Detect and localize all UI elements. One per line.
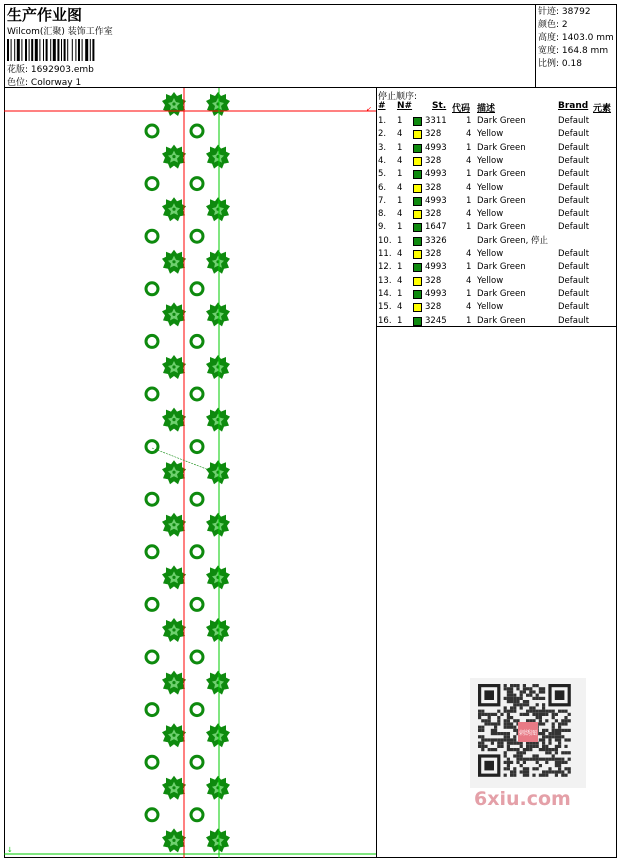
stop-needle: 4 xyxy=(397,155,403,166)
ring-motif xyxy=(146,546,158,558)
flower-motif xyxy=(162,92,186,116)
stop-needle: 1 xyxy=(397,142,403,153)
embroidery-preview xyxy=(4,88,377,858)
stop-row xyxy=(377,195,617,208)
stop-stitches: 328 xyxy=(425,182,442,193)
stop-description: Yellow xyxy=(477,155,504,166)
ring-motif xyxy=(191,598,203,610)
stop-code: 4 xyxy=(466,209,472,220)
watermark: 6xiu.com xyxy=(474,788,571,810)
stops-title: 停止顺序: xyxy=(378,92,418,102)
flower-motif xyxy=(206,723,230,747)
ring-motif xyxy=(191,230,203,242)
stop-brand: Default xyxy=(558,249,590,259)
svg-text:刺绣图: 刺绣图 xyxy=(518,730,538,737)
stop-stitches: 328 xyxy=(425,209,442,220)
stop-index: 2. xyxy=(378,129,387,140)
stop-index: 7. xyxy=(378,195,387,206)
stat-height: 高度: 1403.0 mm xyxy=(538,33,614,43)
stop-needle: 1 xyxy=(397,315,403,326)
flower-motif xyxy=(206,460,230,484)
stop-stitches: 328 xyxy=(425,129,442,140)
ring-motif xyxy=(146,178,158,190)
color-swatch xyxy=(413,303,422,312)
flower-motif xyxy=(162,776,186,800)
stop-index: 9. xyxy=(378,222,387,233)
flower-motif xyxy=(162,671,186,695)
stop-row xyxy=(377,208,617,221)
start-marker: ↙ xyxy=(366,105,372,113)
flower-motif xyxy=(162,513,186,537)
subtitle: Wilcom(汇聚) 装饰工作室 xyxy=(7,27,113,37)
ring-motif xyxy=(146,388,158,400)
color-swatch xyxy=(413,130,422,139)
stop-brand: Default xyxy=(558,222,590,233)
stop-code: 1 xyxy=(466,262,472,273)
colorway-line xyxy=(7,75,81,88)
color-swatch xyxy=(413,197,422,206)
stop-needle: 1 xyxy=(397,288,403,299)
end-marker: ↓ xyxy=(7,846,13,854)
flower-motif xyxy=(162,355,186,379)
stop-row xyxy=(377,261,617,274)
flower-motif xyxy=(206,776,230,800)
ring-motif xyxy=(146,704,158,716)
colorway-label: 色位: xyxy=(7,78,29,88)
flower-motif xyxy=(162,302,186,326)
stop-index: 11. xyxy=(378,249,392,259)
flower-motif xyxy=(206,197,230,221)
stop-row xyxy=(377,142,617,155)
color-swatch xyxy=(413,144,422,153)
stop-description: Yellow xyxy=(477,182,504,193)
stop-description: Yellow xyxy=(477,249,504,259)
page-title: 生产作业图 xyxy=(7,6,83,24)
ring-motif xyxy=(191,125,203,137)
stop-stitches: 4993 xyxy=(425,142,447,153)
ring-motif xyxy=(146,335,158,347)
stop-brand: Default xyxy=(558,155,590,166)
stop-code: 4 xyxy=(466,249,472,259)
stop-description: Dark Green xyxy=(477,288,526,299)
ring-motif xyxy=(191,809,203,821)
stop-needle: 4 xyxy=(397,249,403,259)
color-swatch xyxy=(413,210,422,219)
stop-row xyxy=(377,115,617,128)
stop-index: 14. xyxy=(378,288,392,299)
stop-description: Dark Green, 停止 xyxy=(477,235,549,246)
stop-brand: Default xyxy=(558,288,590,299)
flower-motif xyxy=(162,618,186,642)
stop-needle: 4 xyxy=(397,209,403,220)
stat-stitches: 针迹: 38792 xyxy=(538,7,591,17)
stop-index: 10. xyxy=(378,235,392,246)
stop-index: 15. xyxy=(378,302,392,313)
ring-motif xyxy=(191,546,203,558)
colorway-value: Colorway 1 xyxy=(30,78,82,88)
stop-needle: 1 xyxy=(397,262,403,273)
stop-row xyxy=(377,301,617,314)
stop-code: 1 xyxy=(466,222,472,233)
stat-width: 宽度: 164.8 mm xyxy=(538,46,609,56)
col-stitches: St. xyxy=(432,101,447,111)
col-code: 代码 xyxy=(452,104,471,114)
flower-motif xyxy=(206,565,230,589)
panel-divider xyxy=(377,326,617,327)
stop-brand: Default xyxy=(558,275,590,286)
stop-description: Dark Green xyxy=(477,315,526,326)
stop-brand: Default xyxy=(558,129,590,140)
stop-description: Yellow xyxy=(477,275,504,286)
stop-row xyxy=(377,182,617,195)
stop-brand: Default xyxy=(558,142,590,153)
color-swatch xyxy=(413,290,422,299)
stop-needle: 1 xyxy=(397,195,403,206)
color-swatch xyxy=(413,223,422,232)
stop-code: 4 xyxy=(466,155,472,166)
design-file-line xyxy=(7,62,94,75)
color-swatch xyxy=(413,170,422,179)
stop-row xyxy=(377,155,617,168)
stop-code: 4 xyxy=(466,182,472,193)
flower-motif xyxy=(162,197,186,221)
stop-description: Dark Green xyxy=(477,169,526,180)
col-description: 描述 xyxy=(477,104,496,114)
stop-code: 1 xyxy=(466,315,472,326)
stop-index: 5. xyxy=(378,169,387,180)
stop-row xyxy=(377,168,617,181)
stop-description: Dark Green xyxy=(477,195,526,206)
stop-description: Dark Green xyxy=(477,222,526,233)
stop-needle: 1 xyxy=(397,222,403,233)
col-needle: N# xyxy=(397,101,413,111)
stop-description: Yellow xyxy=(477,129,504,140)
color-swatch xyxy=(413,157,422,166)
stop-brand: Default xyxy=(558,169,590,180)
ring-motif xyxy=(146,125,158,137)
stop-row xyxy=(377,275,617,288)
design-value: 1692903.emb xyxy=(30,65,94,75)
color-swatch xyxy=(413,184,422,193)
stop-index: 8. xyxy=(378,209,387,220)
stop-stitches: 4993 xyxy=(425,195,447,206)
stop-brand: Default xyxy=(558,182,590,193)
stop-code: 1 xyxy=(466,195,472,206)
stop-code: 4 xyxy=(466,302,472,313)
flower-motif xyxy=(206,513,230,537)
flower-motif xyxy=(162,250,186,274)
stop-needle: 4 xyxy=(397,275,403,286)
ring-motif xyxy=(146,598,158,610)
flower-motif xyxy=(162,408,186,432)
stop-stitches: 4993 xyxy=(425,169,447,180)
color-swatch xyxy=(413,250,422,259)
color-swatch xyxy=(413,117,422,126)
stop-code: 1 xyxy=(466,116,472,126)
stop-stitches: 4993 xyxy=(425,262,447,273)
stop-brand: Default xyxy=(558,209,590,220)
design-stats xyxy=(535,4,617,88)
stop-code: 1 xyxy=(466,169,472,180)
color-swatch xyxy=(413,317,422,326)
ring-motif xyxy=(191,335,203,347)
stop-needle: 4 xyxy=(397,302,403,313)
stop-needle: 1 xyxy=(397,235,403,246)
flower-motif xyxy=(206,671,230,695)
ring-motif xyxy=(146,756,158,768)
col-element: 元素 xyxy=(593,104,612,114)
ring-motif xyxy=(191,441,203,453)
color-swatch xyxy=(413,263,422,272)
ring-motif xyxy=(191,388,203,400)
col-index: # xyxy=(378,101,386,111)
stop-brand: Default xyxy=(558,315,590,326)
ring-motif xyxy=(191,283,203,295)
stop-description: Dark Green xyxy=(477,116,526,126)
stop-stitches: 328 xyxy=(425,155,442,166)
ring-motif xyxy=(146,651,158,663)
flower-motif xyxy=(206,302,230,326)
flower-motif xyxy=(206,828,230,852)
flower-motif xyxy=(162,460,186,484)
stop-index: 6. xyxy=(378,182,387,193)
stop-row xyxy=(377,288,617,301)
stop-description: Yellow xyxy=(477,209,504,220)
stop-index: 3. xyxy=(378,142,387,153)
ring-motif xyxy=(146,441,158,453)
stop-brand: Default xyxy=(558,195,590,206)
ring-motif xyxy=(191,493,203,505)
stop-index: 12. xyxy=(378,262,392,273)
stop-brand: Default xyxy=(558,262,590,273)
flower-motif xyxy=(162,828,186,852)
stop-description: Yellow xyxy=(477,302,504,313)
stop-code: 1 xyxy=(466,288,472,299)
flower-motif xyxy=(206,618,230,642)
stop-row xyxy=(377,248,617,261)
stop-index: 4. xyxy=(378,155,387,166)
stop-description: Dark Green xyxy=(477,142,526,153)
stop-brand: Default xyxy=(558,302,590,313)
flower-motif xyxy=(206,250,230,274)
ring-motif xyxy=(146,283,158,295)
stop-row xyxy=(377,128,617,141)
stop-needle: 4 xyxy=(397,182,403,193)
stop-sequence-panel xyxy=(377,88,617,858)
ring-motif xyxy=(146,809,158,821)
stop-code: 1 xyxy=(466,142,472,153)
stop-needle: 1 xyxy=(397,116,403,126)
stop-row xyxy=(377,221,617,234)
stop-index: 13. xyxy=(378,275,392,286)
stop-stitches: 3326 xyxy=(425,235,447,246)
ring-motif xyxy=(191,178,203,190)
stop-needle: 1 xyxy=(397,169,403,180)
flower-motif xyxy=(162,565,186,589)
stop-stitches: 328 xyxy=(425,302,442,313)
ring-motif xyxy=(146,493,158,505)
stop-stitches: 1647 xyxy=(425,222,447,233)
stat-colors: 颜色: 2 xyxy=(538,20,568,30)
barcode xyxy=(7,39,141,61)
flower-motif xyxy=(206,355,230,379)
stop-index: 16. xyxy=(378,315,392,326)
stop-code: 4 xyxy=(466,275,472,286)
color-swatch xyxy=(413,237,422,246)
flower-motif xyxy=(206,92,230,116)
stop-stitches: 328 xyxy=(425,275,442,286)
stop-description: Dark Green xyxy=(477,262,526,273)
stop-index: 1. xyxy=(378,116,387,126)
stop-brand: Default xyxy=(558,116,590,126)
stop-row xyxy=(377,235,617,248)
ring-motif xyxy=(146,230,158,242)
design-label: 花版: xyxy=(7,65,29,75)
stop-code: 4 xyxy=(466,129,472,140)
col-brand: Brand xyxy=(558,101,589,111)
ring-motif xyxy=(191,756,203,768)
flower-motif xyxy=(206,408,230,432)
stop-stitches: 3311 xyxy=(425,116,447,126)
stop-needle: 4 xyxy=(397,129,403,140)
color-swatch xyxy=(413,277,422,286)
embroidery-canvas xyxy=(4,88,377,858)
ring-motif xyxy=(191,704,203,716)
flower-motif xyxy=(206,145,230,169)
stop-stitches: 328 xyxy=(425,249,442,259)
stop-stitches: 3245 xyxy=(425,315,447,326)
ring-motif xyxy=(191,651,203,663)
stop-stitches: 4993 xyxy=(425,288,447,299)
stat-scale: 比例: 0.18 xyxy=(538,59,582,69)
flower-motif xyxy=(162,145,186,169)
header xyxy=(4,4,617,88)
flower-motif xyxy=(162,723,186,747)
